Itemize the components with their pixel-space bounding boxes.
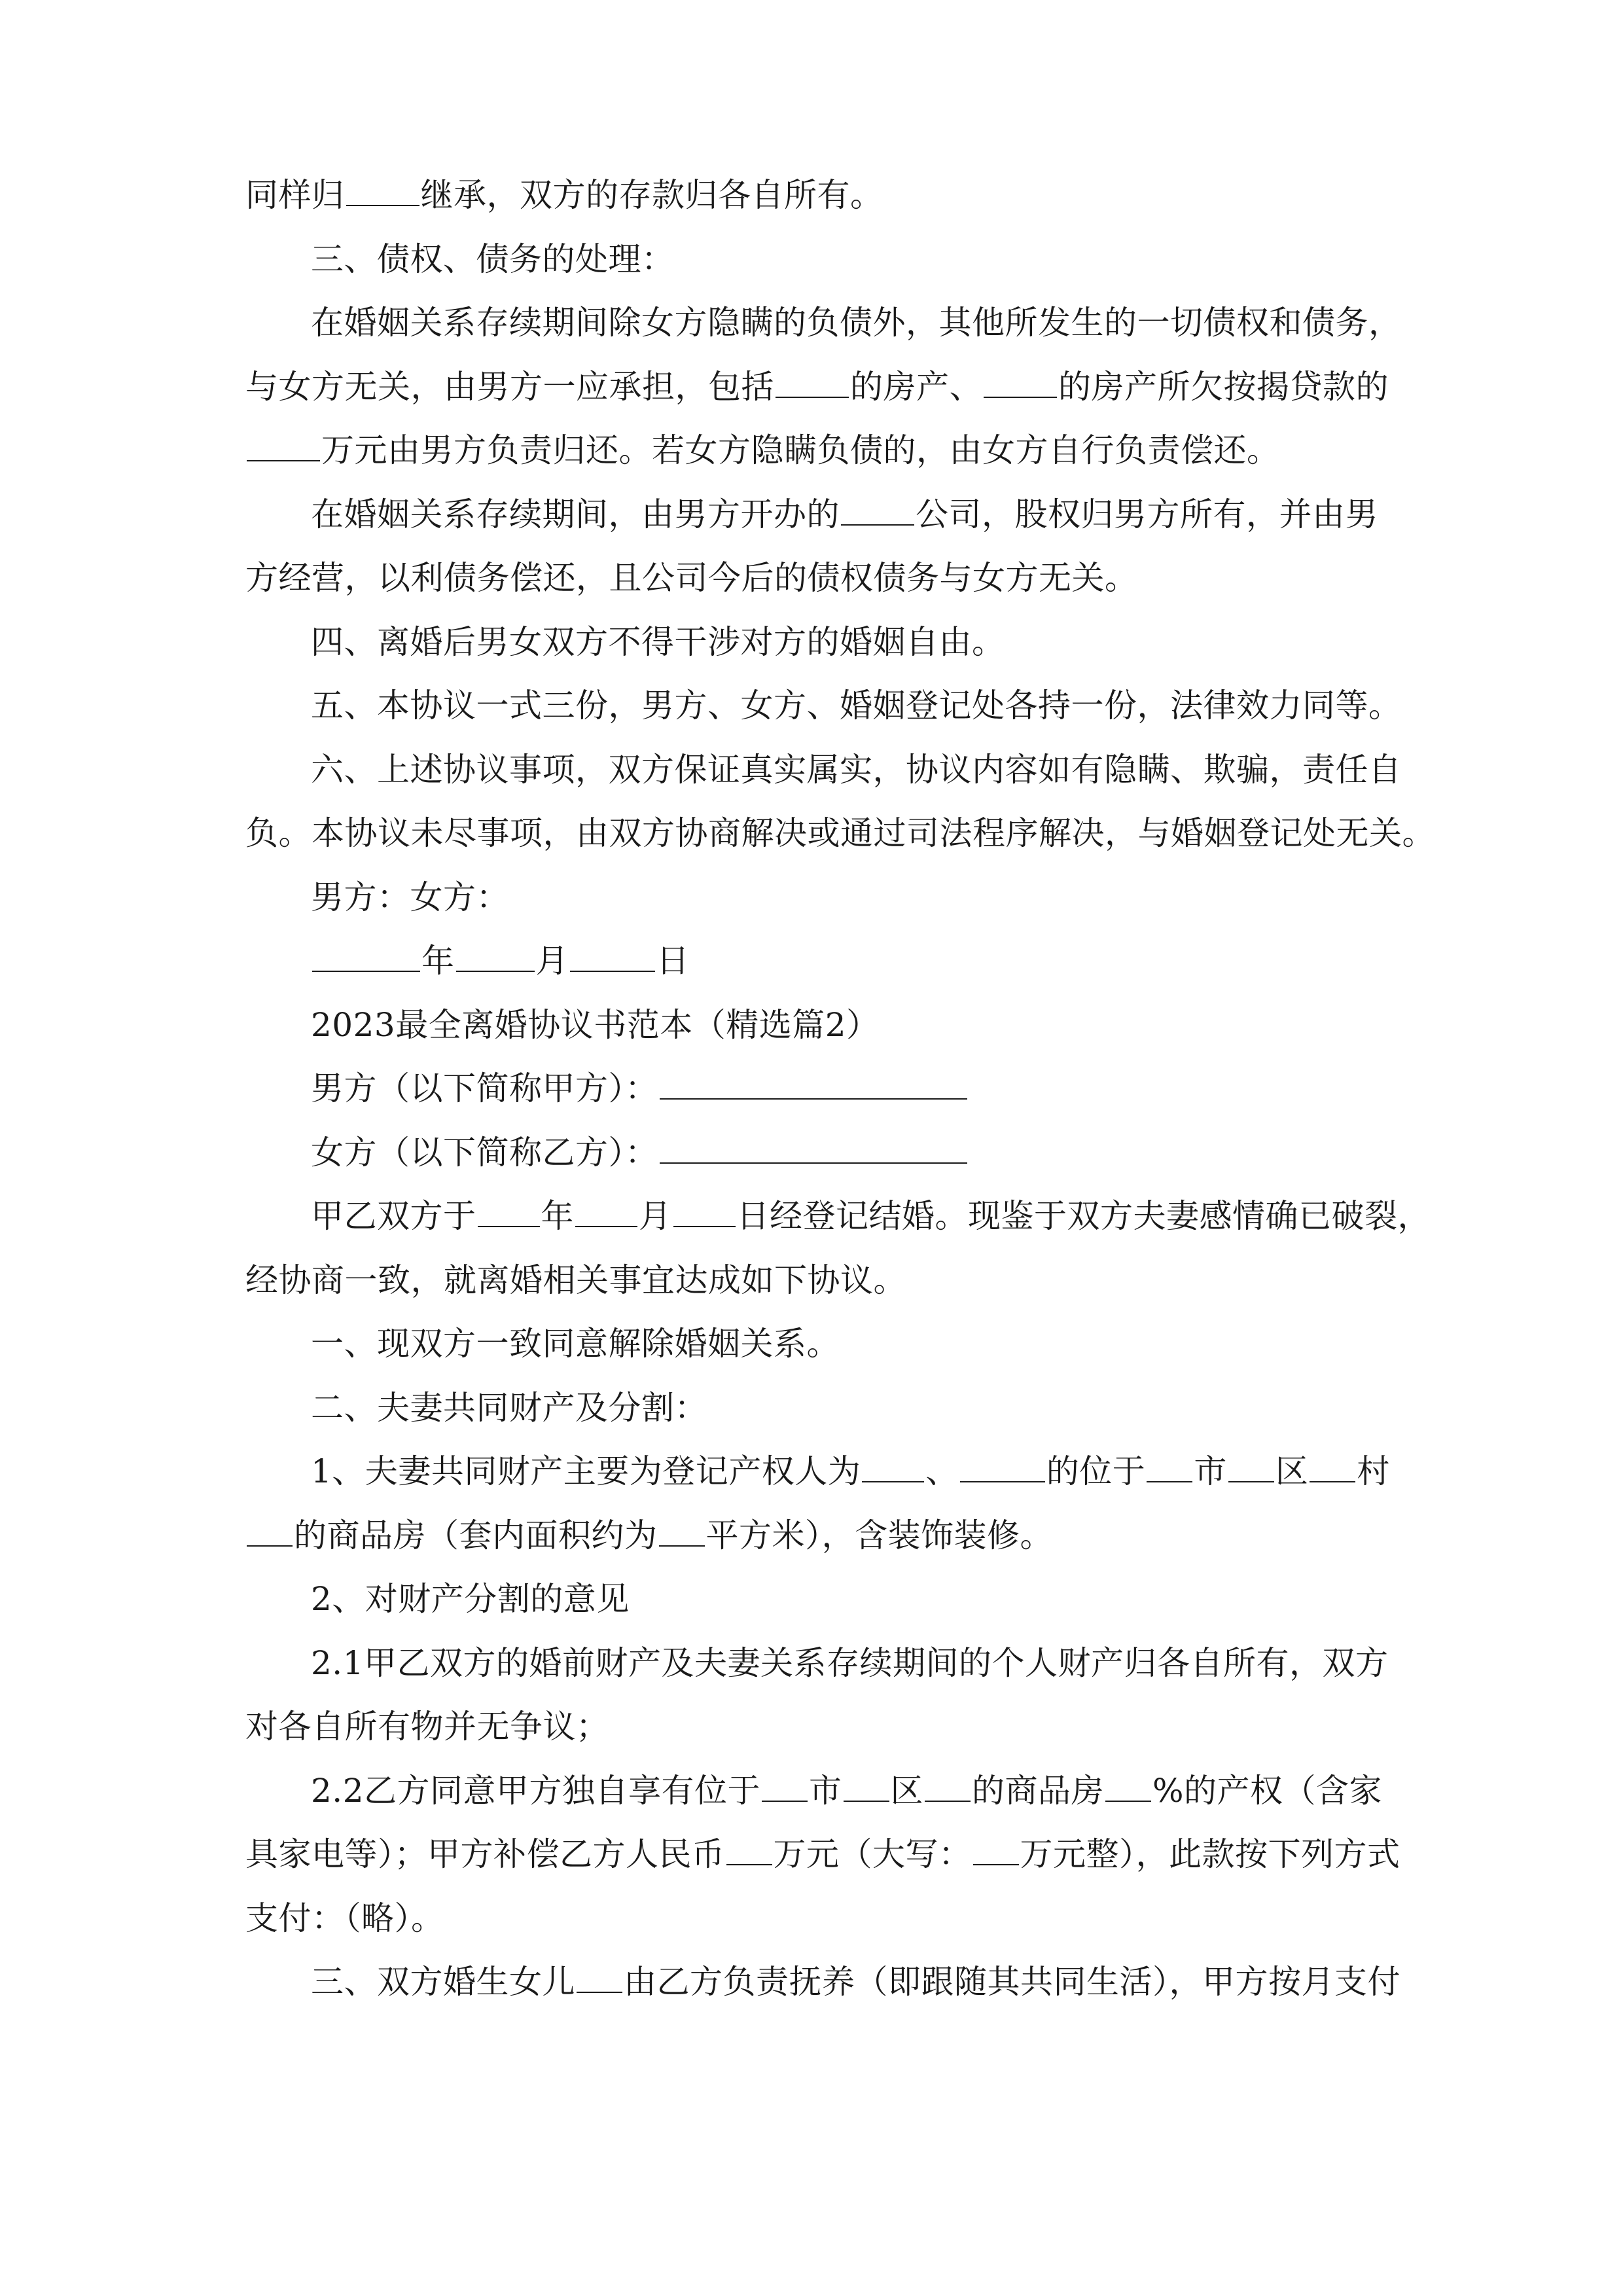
blank-field — [660, 1071, 967, 1100]
document-page — [245, 164, 1435, 2015]
blank-field — [762, 1773, 808, 1802]
section-heading: 三、债权、债务的处理： — [311, 240, 675, 278]
blank-field — [247, 1518, 293, 1547]
text-line: 经协商一致，就离婚相关事宜达成如下协议。 — [245, 1261, 906, 1299]
section-heading: 一、现双方一致同意解除婚姻关系。 — [311, 1325, 840, 1363]
blank-field — [776, 369, 849, 398]
party-line: 男方（以下简称甲方）： — [245, 1057, 1381, 1121]
blank-field — [862, 1454, 924, 1482]
blank-field — [577, 1964, 622, 1993]
blank-field — [973, 1837, 1019, 1865]
text-line: 支付：（略）。 — [245, 1899, 444, 1937]
blank-field — [456, 943, 535, 972]
blank-field — [659, 1518, 705, 1547]
section-heading: 六、上述协议事项，双方保证真实属实，协议内容如有隐瞒、欺骗，责任自 — [311, 750, 1402, 789]
text-line: 负。本协议未尽事项，由双方协商解决或通过司法程序解决，与婚姻登记处无关。 — [245, 814, 1435, 852]
section-heading: 二、夫妻共同财产及分割： — [311, 1388, 707, 1427]
blank-field — [1228, 1454, 1274, 1482]
signature-line: 男方：女方： — [311, 878, 509, 916]
blank-field — [346, 177, 419, 206]
text-line: 的商品房（套内面积约为 平方米），含装饰装修。 — [245, 1504, 1381, 1568]
section-heading: 四、离婚后男女双方不得干涉对方的婚姻自由。 — [311, 622, 1005, 661]
text-line: 同样归 继承，双方的存款归各自所有。 — [245, 176, 883, 214]
blank-field — [841, 497, 914, 526]
blank-field — [575, 1198, 637, 1227]
text-line: 2.1甲乙双方的婚前财产及夫妻关系存续期间的个人财产归各自所有，双方 — [311, 1643, 1389, 1682]
text-line: 方经营，以利债务偿还，且公司今后的债权债务与女方无关。 — [245, 559, 1138, 597]
blank-field — [925, 1773, 971, 1802]
blank-field — [673, 1198, 736, 1227]
party-line: 女方（以下简称乙方）： — [245, 1121, 1381, 1185]
text-line: 对各自所有物并无争议； — [245, 1708, 609, 1746]
section-heading: 五、本协议一式三份，男方、女方、婚姻登记处各持一份，法律效力同等。 — [311, 687, 1402, 725]
blank-field — [478, 1198, 540, 1227]
document-title: 2023最全离婚协议书范本（精选篇2） — [311, 1005, 880, 1044]
blank-field — [660, 1135, 967, 1164]
blank-field — [312, 943, 420, 972]
date-line: 年 月 日 — [245, 929, 1381, 994]
blank-field — [247, 433, 320, 461]
blank-field — [570, 943, 655, 972]
blank-field — [984, 369, 1057, 398]
text-line: 2.2乙方同意甲方独自享有位于 市 区 的商品房 %的产权（含家 — [311, 1771, 1383, 1810]
blank-field — [726, 1837, 772, 1865]
text-line: 具家电等）；甲方补偿乙方人民币 万元（大写： 万元整），此款按下列方式 — [245, 1835, 1400, 1873]
blank-field — [1310, 1454, 1355, 1482]
blank-field — [1105, 1773, 1151, 1802]
text-line: 与女方无关，由男方一应承担，包括 的房产、 的房产所欠按揭贷款的 — [245, 367, 1389, 406]
text-line: 在婚姻关系存续期间除女方隐瞒的负债外，其他所发生的一切债权和债务， — [311, 304, 1402, 342]
text-line: 万元由男方负责归还。若女方隐瞒负债的，由女方自行负责偿还。 — [245, 419, 1381, 483]
section-heading: 2、对财产分割的意见 — [311, 1580, 630, 1618]
text-line: 甲乙双方于 年 月 日经登记结婚。现鉴于双方夫妻感情确已破裂， — [311, 1197, 1431, 1235]
text-line: 1、夫妻共同财产主要为登记产权人为 、 的位于 市 区 村 — [311, 1452, 1390, 1490]
blank-field — [960, 1454, 1045, 1482]
blank-field — [844, 1773, 889, 1802]
blank-field — [1147, 1454, 1192, 1482]
text-line: 在婚姻关系存续期间，由男方开办的 公司，股权归男方所有，并由男 — [311, 495, 1378, 533]
section-heading: 三、双方婚生女儿 由乙方负责抚养（即跟随其共同生活），甲方按月支付 — [311, 1963, 1400, 2001]
